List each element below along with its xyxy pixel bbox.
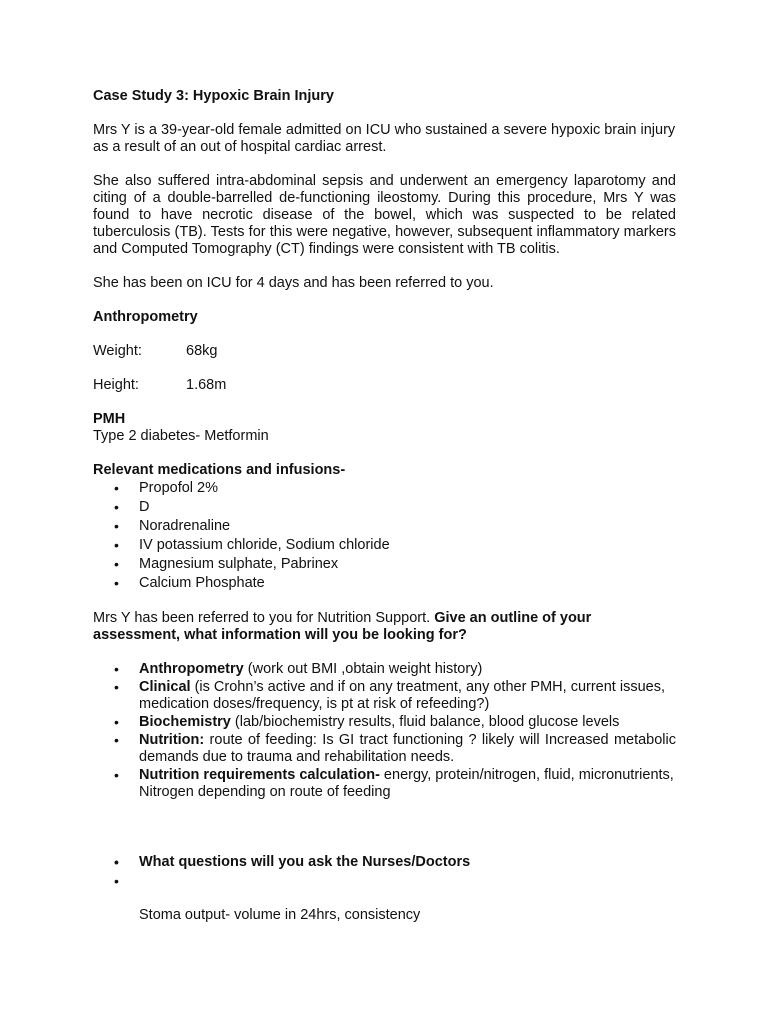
medication-item: • IV potassium chloride, Sodium chloride (139, 536, 676, 555)
assessment-label: Nutrition requirements calculation- (139, 767, 380, 783)
medication-item: • Propofol 2% (139, 479, 676, 498)
medication-item: • Magnesium sulphate, Pabrinex (139, 555, 676, 574)
case-study-title: Case Study 3: Hypoxic Brain Injury (93, 88, 334, 104)
stoma-output-text: Stoma output- volume in 24hrs, consistency (139, 907, 421, 923)
medication-item: • Calcium Phosphate (139, 574, 676, 593)
question-lead: Mrs Y has been referred to you for Nutrition Support. (93, 610, 435, 626)
medication-item: • D (139, 498, 676, 517)
question-bold: Give an outline of your assessment, what information will you be looking for? (93, 610, 592, 643)
history-paragraph: She also suffered intra-abdominal sepsis and underwent an emergency laparotomy and citing of a double-barrelled de-functioning ileostomy. During this procedure, Mrs Y was found to have necrotic disease of the bowel, which was suspected to be related tuberculosis (TB). Tests for this were negative, however, subsequent inflammatory markers and Computed Tomography (CT) findings were consistent with TB colitis. (93, 173, 676, 257)
assessment-list (93, 661, 676, 801)
height-label: Height: (93, 377, 139, 393)
questions-item: • What questions will you ask the Nurses/Doctors (139, 853, 676, 872)
assessment-text: (work out BMI ,obtain weight history) (243, 661, 483, 677)
pmh-text: Type 2 diabetes- Metformin (93, 428, 269, 444)
assessment-text: (lab/biochemistry results, fluid balance, blood glucose levels (230, 714, 620, 730)
referral-paragraph: She has been on ICU for 4 days and has been referred to you. (93, 275, 494, 291)
medications-list (93, 479, 676, 593)
anthropometry-heading: Anthropometry (93, 309, 198, 325)
assessment-item (139, 679, 676, 713)
questions-list (93, 853, 676, 891)
assessment-item (139, 732, 676, 766)
assessment-item (139, 714, 676, 731)
assessment-text: (is Crohn’s active and if on any treatment, any other PMH, current issues, medication doses/frequency, is pt at risk of refeeding?) (139, 679, 665, 712)
weight-value: 68kg (186, 343, 218, 359)
height-row (93, 377, 676, 394)
empty-bullet-item (139, 872, 676, 891)
weight-row (93, 343, 676, 360)
pmh-heading: PMH (93, 411, 126, 427)
document-page (93, 88, 676, 924)
assessment-label: Clinical (139, 679, 191, 695)
assessment-item (139, 767, 676, 801)
medication-item: • Noradrenaline (139, 517, 676, 536)
assessment-text: energy, protein/nitrogen, fluid, micronutrients, Nitrogen depending on route of feeding (139, 767, 674, 800)
assessment-label: Biochemistry (139, 714, 231, 730)
assessment-item (139, 661, 676, 678)
assessment-label: Anthropometry (139, 661, 244, 677)
weight-label: Weight: (93, 343, 142, 359)
medications-heading: Relevant medications and infusions- (93, 462, 346, 478)
height-value: 1.68m (186, 377, 227, 393)
assessment-text: route of feeding: Is GI tract functioning ? likely will Increased metabolic demands due to trauma and rehabilitation needs. (139, 732, 676, 765)
assessment-question (93, 610, 676, 644)
assessment-label: Nutrition: (139, 732, 205, 748)
intro-paragraph: Mrs Y is a 39-year-old female admitted on ICU who sustained a severe hypoxic brain injury as a result of an out of hospital cardiac arrest. (93, 122, 676, 155)
